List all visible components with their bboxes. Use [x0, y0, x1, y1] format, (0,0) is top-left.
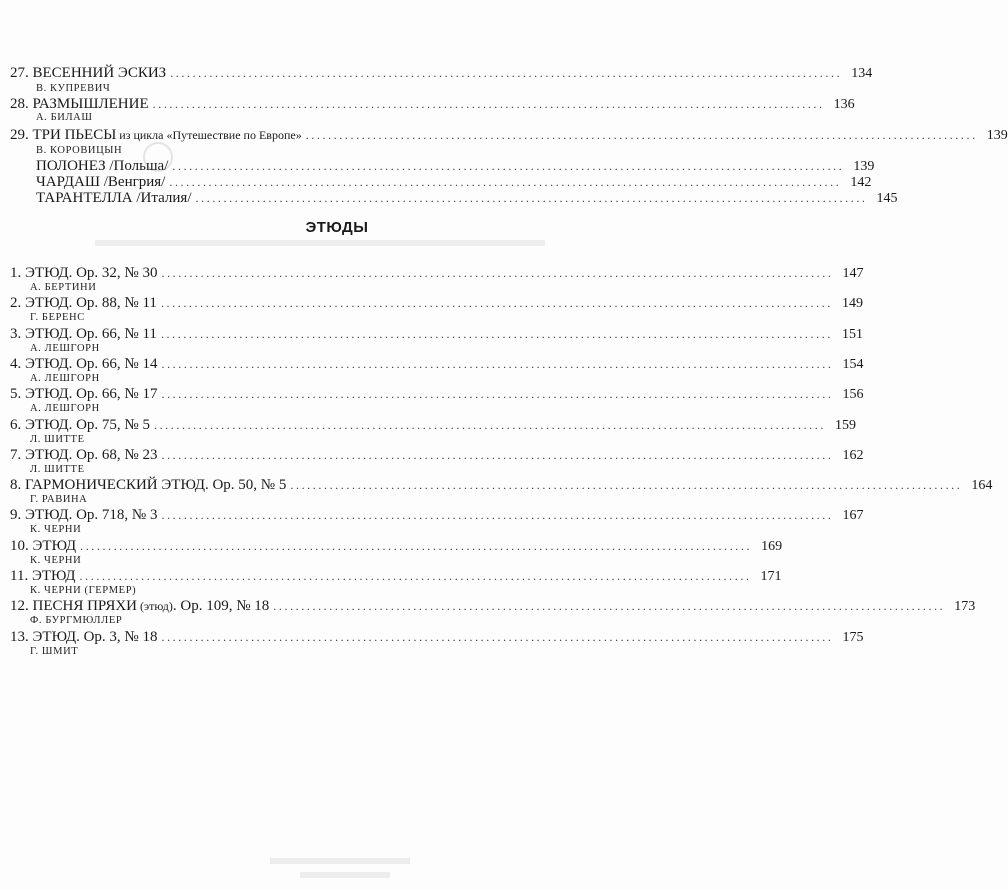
toc-entry[interactable] — [10, 264, 864, 282]
composer-name: А. ЛЕШГОРН — [30, 343, 100, 354]
entry-title: ПОЛОНЕЗ /Польша/ — [36, 158, 169, 174]
page-number: 175 — [842, 630, 864, 645]
composer-name: Л. ШИТТЕ — [30, 464, 85, 475]
page-number: 171 — [760, 569, 782, 584]
toc-entry[interactable] — [10, 476, 993, 494]
entry-title: 10. ЭТЮД — [10, 538, 77, 554]
composer-name: А. ЛЕШГОРН — [30, 403, 100, 414]
entry-title: 2. ЭТЮД. Ор. 88, № 11 — [10, 295, 157, 311]
entry-title: 29. ТРИ ПЬЕСЫ из цикла «Путешествие по Европе» — [10, 127, 302, 143]
page-number: 164 — [971, 478, 993, 493]
dot-leader: ........................................................................................................................ — [80, 539, 753, 553]
toc-subentry[interactable] — [36, 189, 898, 207]
composer-name: Г. РАВИНА — [30, 494, 88, 505]
toc-entry[interactable] — [10, 325, 863, 343]
bleed-through-line — [95, 240, 545, 246]
page-number: 169 — [761, 539, 783, 554]
entry-title: 5. ЭТЮД. Ор. 66, № 17 — [10, 386, 158, 402]
entry-title: 27. ВЕСЕННИЙ ЭСКИЗ — [10, 65, 167, 81]
dot-leader: ........................................................................................................................ — [161, 357, 834, 371]
dot-leader: ........................................................................................................................ — [290, 478, 963, 492]
bleed-through-line — [300, 872, 390, 878]
page-number: 134 — [851, 66, 873, 81]
page-number: 136 — [833, 97, 855, 112]
section-title: ЭТЮДЫ — [305, 219, 369, 236]
toc-entry[interactable] — [10, 537, 783, 555]
entry-title: ТАРАНТЕЛЛА /Италия/ — [36, 190, 192, 206]
toc-entry[interactable] — [10, 355, 864, 373]
entry-title: ЧАРДАШ /Венгрия/ — [36, 174, 166, 190]
dot-leader: ........................................................................................................................ — [153, 418, 826, 432]
dot-leader: ........................................................................................................................ — [172, 159, 845, 173]
composer-name: А. ЛЕШГОРН — [30, 373, 100, 384]
entry-title: 9. ЭТЮД. Ор. 718, № 3 — [10, 507, 158, 523]
dot-leader: ........................................................................................................................ — [161, 630, 834, 644]
page-number: 145 — [876, 191, 898, 206]
composer-name: А. БЕРТИНИ — [30, 282, 97, 293]
dot-leader: ........................................................................................................................ — [161, 448, 834, 462]
dot-leader: ........................................................................................................................ — [195, 191, 868, 205]
dot-leader: ........................................................................................................................ — [305, 128, 978, 142]
page-number: 149 — [841, 296, 863, 311]
dot-leader: ........................................................................................................................ — [170, 66, 843, 80]
entry-title: 12. ПЕСНЯ ПРЯХИ (этюд). Ор. 109, № 18 — [10, 598, 270, 614]
dot-leader: ........................................................................................................................ — [79, 569, 752, 583]
dot-leader: ........................................................................................................................ — [161, 387, 834, 401]
entry-title: 6. ЭТЮД. Ор. 75, № 5 — [10, 417, 150, 433]
toc-entry[interactable] — [10, 64, 873, 82]
entry-title: 13. ЭТЮД. Ор. 3, № 18 — [10, 629, 158, 645]
toc-entry[interactable] — [10, 506, 864, 524]
composer-name: В. КУПРЕВИЧ — [36, 83, 111, 94]
toc-entry[interactable] — [10, 416, 856, 434]
composer-name: Г. ШМИТ — [30, 646, 79, 657]
bleed-through-line — [270, 858, 410, 864]
entry-title: 4. ЭТЮД. Ор. 66, № 14 — [10, 356, 158, 372]
page-number: 159 — [834, 418, 856, 433]
composer-name: А. БИЛАШ — [36, 112, 93, 123]
composer-name: К. ЧЕРНИ — [30, 555, 82, 566]
page-number: 142 — [850, 175, 872, 190]
toc-entry[interactable] — [10, 126, 1008, 144]
page-number: 162 — [842, 448, 864, 463]
dot-leader: ........................................................................................................................ — [161, 508, 834, 522]
page-number: 151 — [841, 327, 863, 342]
entry-title: 7. ЭТЮД. Ор. 68, № 23 — [10, 447, 158, 463]
dot-leader: ........................................................................................................................ — [169, 175, 842, 189]
composer-name: К. ЧЕРНИ (ГЕРМЕР) — [30, 585, 137, 596]
entry-title: 11. ЭТЮД — [10, 568, 76, 584]
dot-leader: ........................................................................................................................ — [161, 266, 834, 280]
toc-entry[interactable] — [10, 567, 782, 585]
page-number: 154 — [842, 357, 864, 372]
page-number: 139 — [986, 128, 1008, 143]
dot-leader: ........................................................................................................................ — [152, 97, 825, 111]
page-number: 167 — [842, 508, 864, 523]
composer-name: Г. БЕРЕНС — [30, 312, 85, 323]
toc-entry[interactable] — [10, 446, 864, 464]
entry-title: 3. ЭТЮД. Ор. 66, № 11 — [10, 326, 157, 342]
composer-name: Ф. БУРГМЮЛЛЕР — [30, 615, 123, 626]
entry-title: 28. РАЗМЫШЛЕНИЕ — [10, 96, 149, 112]
page-number: 139 — [853, 159, 875, 174]
composer-name: К. ЧЕРНИ — [30, 524, 82, 535]
toc-entry[interactable] — [10, 95, 855, 113]
dot-leader: ........................................................................................................................ — [160, 296, 833, 310]
toc-entry[interactable] — [10, 385, 864, 403]
toc-entry[interactable] — [10, 628, 864, 646]
toc-entry[interactable] — [10, 597, 976, 615]
page-number: 147 — [842, 266, 864, 281]
entry-title: 1. ЭТЮД. Ор. 32, № 30 — [10, 265, 158, 281]
entry-title: 8. ГАРМОНИЧЕСКИЙ ЭТЮД. Ор. 50, № 5 — [10, 477, 287, 493]
composer-name: Л. ШИТТЕ — [30, 434, 85, 445]
page-number: 156 — [842, 387, 864, 402]
dot-leader: ........................................................................................................................ — [273, 599, 946, 613]
toc-entry[interactable] — [10, 294, 863, 312]
dot-leader: ........................................................................................................................ — [160, 327, 833, 341]
page-number: 173 — [954, 599, 976, 614]
composer-name: В. КОРОВИЦЫН — [36, 145, 123, 156]
